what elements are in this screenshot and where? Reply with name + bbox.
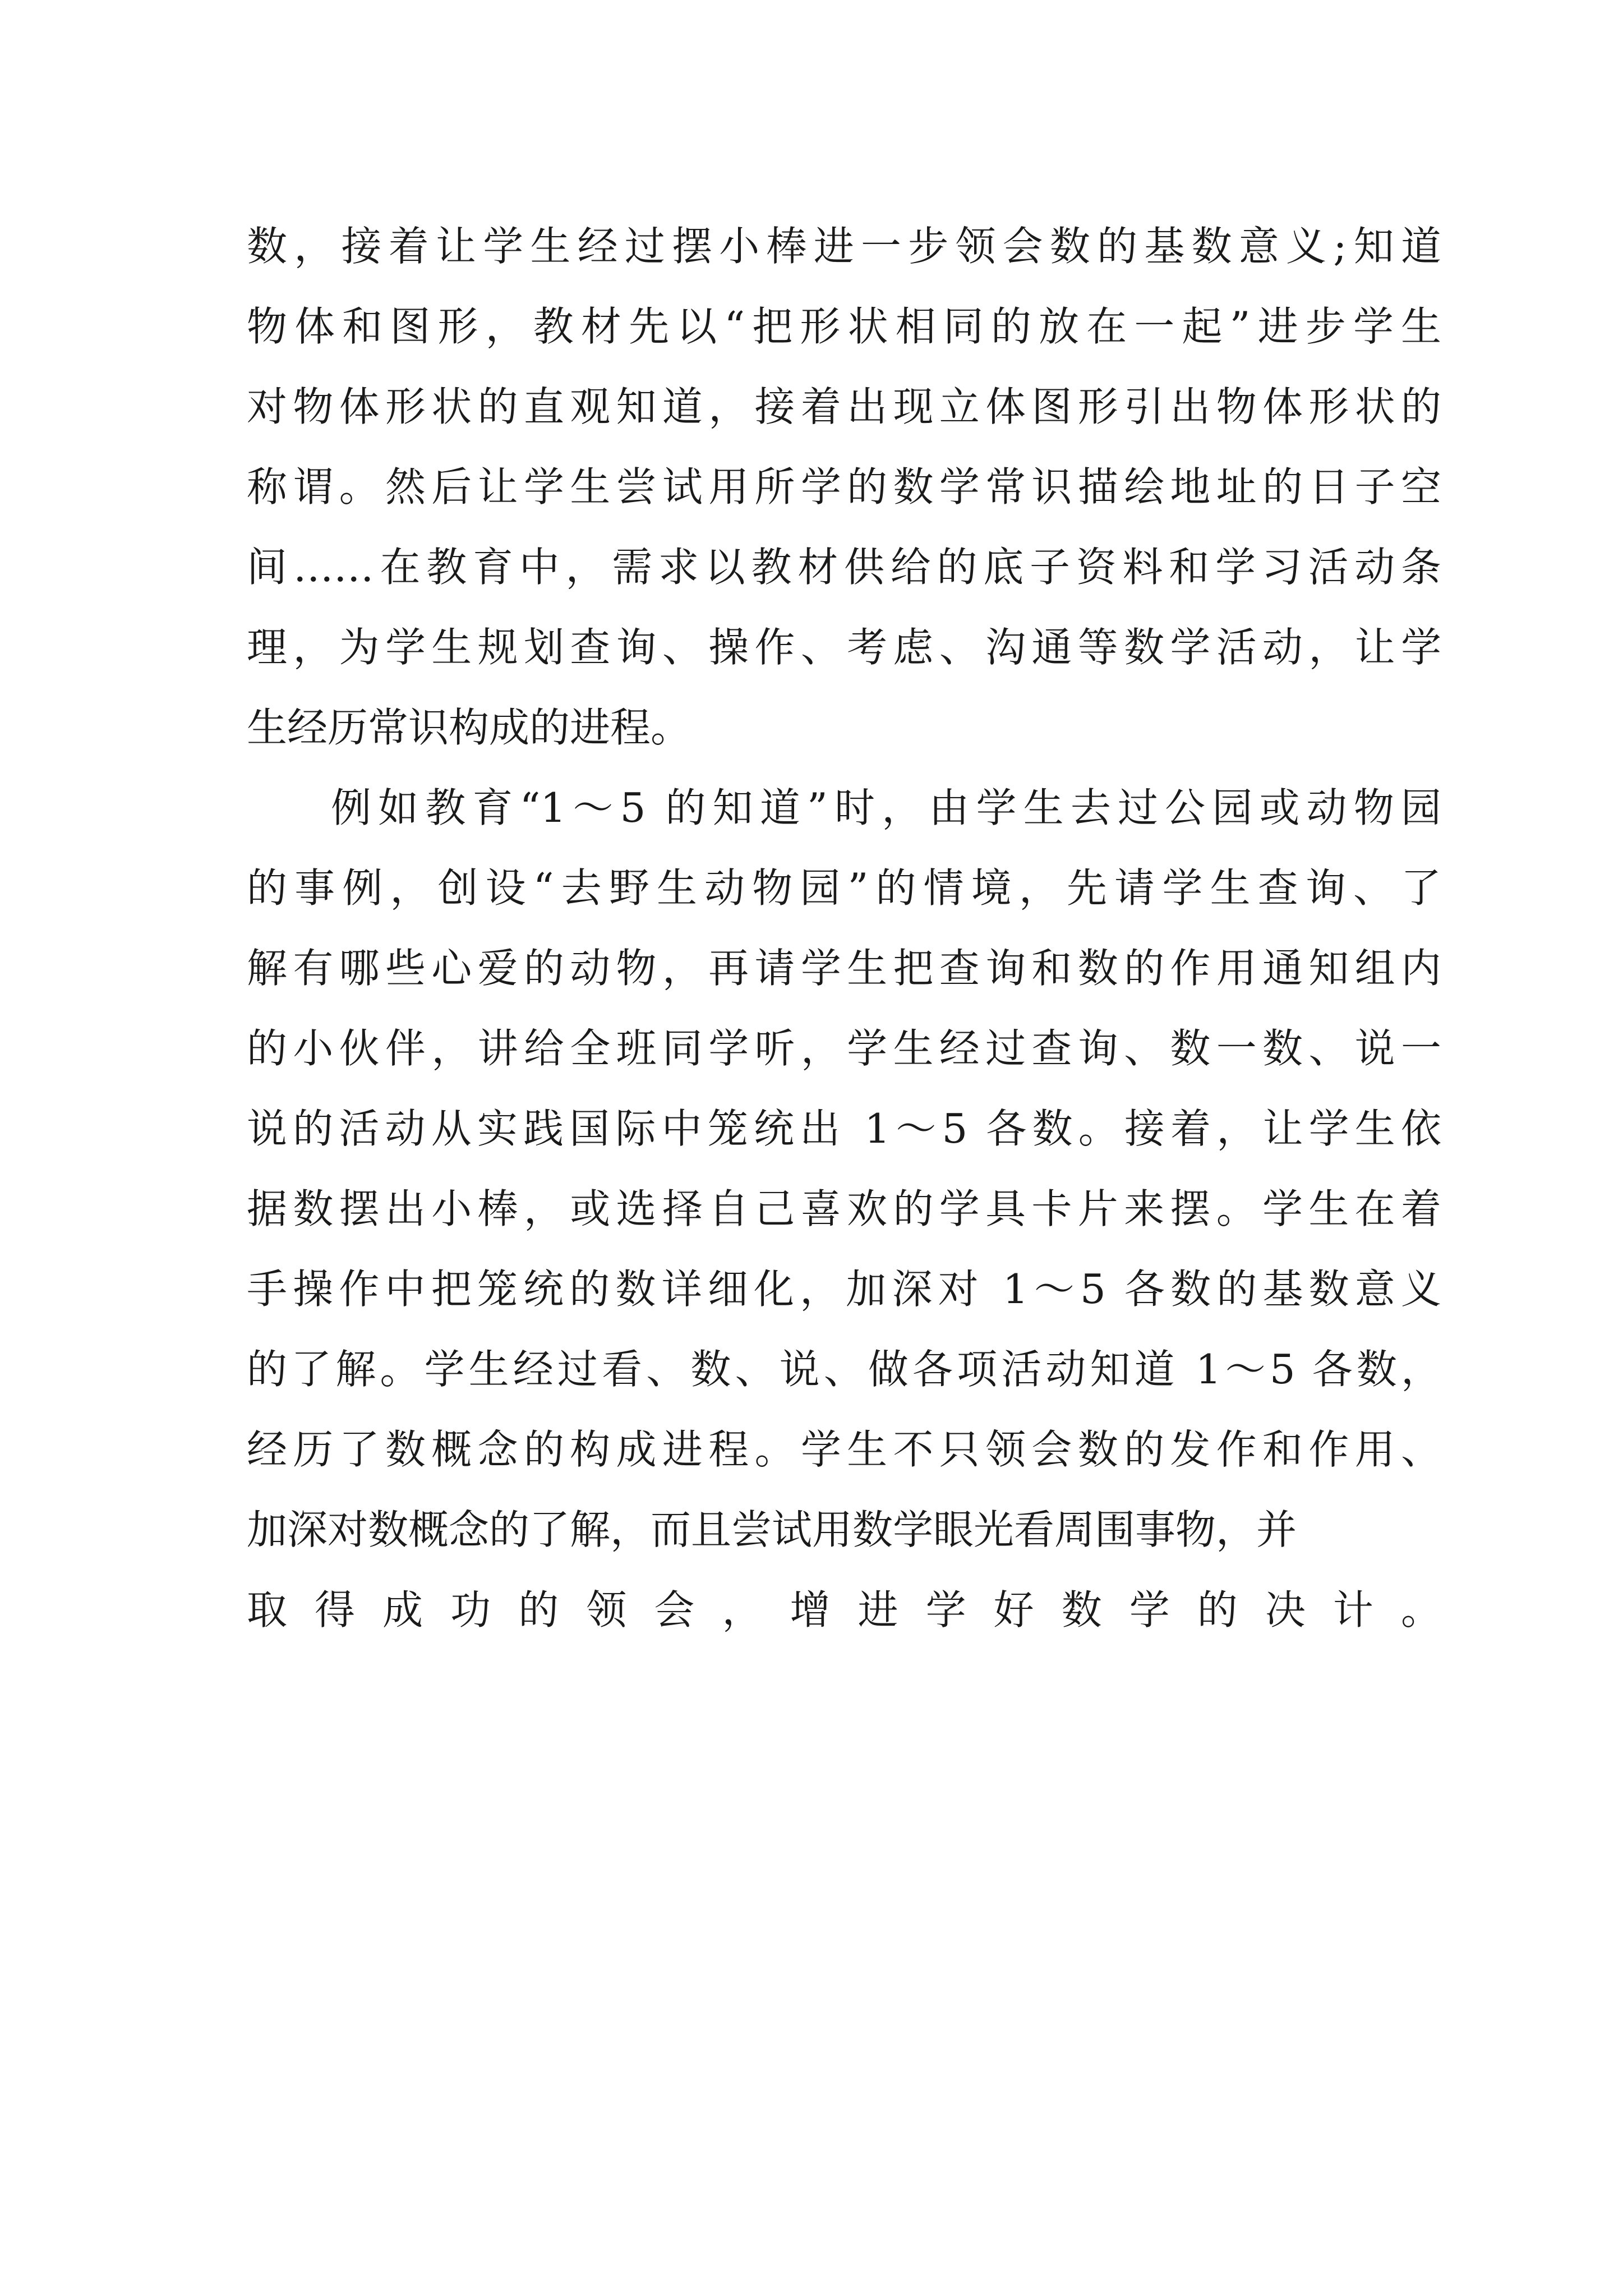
text-line: 说的活动从实践国际中笼统出 1～5 各数。接着，让学生依 [247, 1105, 1441, 1152]
text-line: 解有哪些心爱的动物，再请学生把查询和数的作用通知组内 [247, 945, 1441, 992]
text-line: 间……在教育中，需求以教材供给的底子资料和学习活动条 [247, 544, 1441, 591]
text-line: 据数摆出小棒，或选择自己喜欢的学具卡片来摆。学生在着 [247, 1185, 1441, 1232]
text-line: 物体和图形，教材先以“把形状相同的放在一起”进步学生 [247, 303, 1441, 350]
text-line: 对物体形状的直观知道，接着出现立体图形引出物体形状的 [247, 383, 1441, 430]
text-line: 经历了数概念的构成进程。学生不只领会数的发作和作用、 [247, 1426, 1441, 1473]
text-line: 数，接着让学生经过摆小棒进一步领会数的基数意义;知道 [247, 223, 1441, 270]
paragraph-1 [247, 206, 1441, 768]
text-line: 的事例，创设“去野生动物园”的情境，先请学生查询、了 [247, 864, 1441, 912]
text-line: 理，为学生规划查询、操作、考虑、沟通等数学活动，让学 [247, 624, 1441, 671]
text-line: 生经历常识构成的进程。 [247, 704, 691, 751]
text-line: 的小伙伴，讲给全班同学听，学生经过查询、数一数、说一 [247, 1025, 1441, 1072]
text-line: 的了解。学生经过看、数、说、做各项活动知道 1～5 各数， [247, 1346, 1441, 1393]
text-line: 取得成功的领会，增进学好数学的决计。 [247, 1586, 1441, 1634]
text-line: 手操作中把笼统的数详细化，加深对 1～5 各数的基数意义 [247, 1266, 1441, 1313]
text-line: 加深对数概念的了解，而且尝试用数学眼光看周围事物，并 [247, 1506, 1297, 1553]
text-line: 称谓。然后让学生尝试用所学的数学常识描绘地址的日子空 [247, 463, 1441, 510]
paragraph-2 [247, 768, 1441, 1731]
body-text [247, 206, 1441, 1731]
text-line: 例如教育“1～5 的知道”时，由学生去过公园或动物园 [331, 784, 1441, 831]
text-line [247, 1650, 1441, 1731]
